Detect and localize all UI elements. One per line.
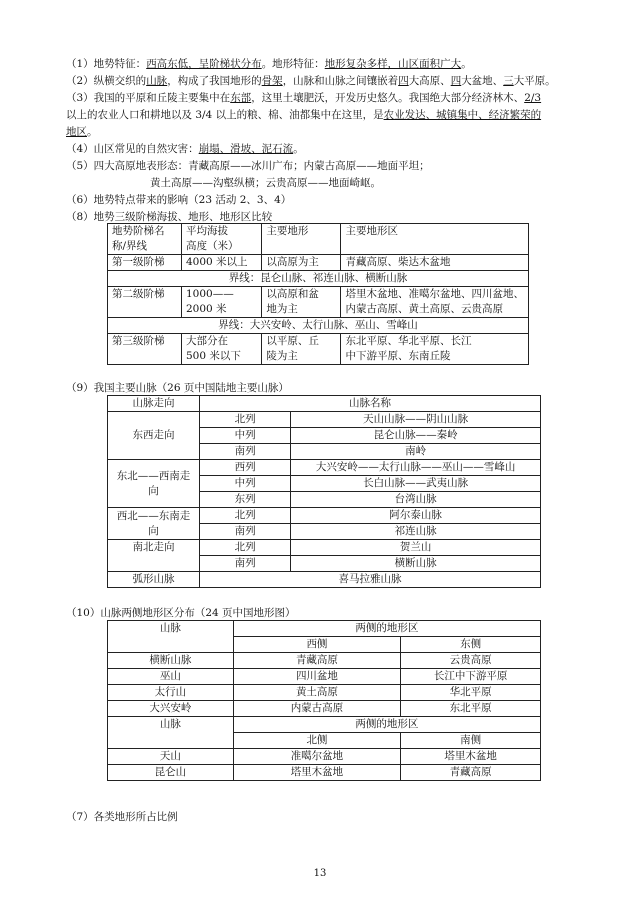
- item-1-mid: 。地形特征：: [261, 58, 325, 70]
- table-row: [108, 717, 541, 733]
- cell-line: 中下游平原、东南丘陵: [345, 350, 451, 362]
- table-cell: 大兴安岭: [108, 701, 234, 717]
- item-8: （8）地势三级阶梯海拔、地形、地形区比较: [66, 211, 273, 223]
- cell-line: 地为主: [266, 303, 298, 315]
- table-cell: 南岭: [291, 444, 541, 460]
- table-cell: 黄土高原: [233, 685, 401, 701]
- item-2-mid3: 大高原、: [408, 75, 451, 87]
- table-row: [108, 669, 541, 685]
- cell-line: 东北平原、华北平原、长江: [345, 335, 472, 347]
- table-cell: 青藏高原、柴达木盆地: [341, 255, 529, 271]
- table-row: [108, 508, 541, 524]
- header-altitude: 平均海拔: [185, 225, 228, 237]
- item-3-line-2: [66, 108, 541, 122]
- item-1-underline-2: 地形复杂多样，山区面积广大: [324, 58, 462, 70]
- table-cell: 巫山: [108, 669, 234, 685]
- table-row: [108, 412, 541, 428]
- table-row: [108, 540, 541, 556]
- boundary-cell: 界线：昆仑山脉、祁连山脉、横断山脉: [108, 271, 529, 287]
- item-1-end: 。: [461, 58, 472, 70]
- table-header-cell: 西侧: [233, 637, 401, 653]
- table-cell: 中列: [199, 476, 290, 492]
- table-cell: 云贵高原: [401, 653, 541, 669]
- table-header-cell: [181, 224, 261, 255]
- table-cell: 北列: [199, 540, 290, 556]
- item-3-line2a: 以上的农业人口和耕地以及 3/4 以上的粮、棉、油都集中在这里，是: [66, 109, 384, 121]
- item-6: （6）地势特点带来的影响（23 活动 2、3、4）: [66, 194, 292, 206]
- table-row: [108, 621, 541, 637]
- cell-line: 东北——西南走: [116, 469, 191, 482]
- boundary-cell: 界线：大兴安岭、太行山脉、巫山、雪峰山: [108, 318, 529, 334]
- item-3-end: 。: [87, 126, 98, 138]
- table-cell: 第三级阶梯: [108, 334, 182, 365]
- cell-line: 向: [148, 524, 159, 537]
- cell-line: 向: [148, 484, 159, 497]
- item-5-line-2: 黄土高原——沟壑纵横；云贵高原——地面崎岖。: [150, 177, 381, 189]
- item-10: （10）山脉两侧地形区分布（24 页中国地形图）: [66, 607, 296, 619]
- cell-line: 以平原、丘: [266, 335, 319, 347]
- item-5-line-1: （5）四大高原地表形态：青藏高原——冰川广布；内蒙古高原——地面平坦；: [66, 160, 430, 172]
- table-cell: 长白山脉——武夷山脉: [291, 476, 541, 492]
- table-cell: 喜马拉雅山脉: [199, 572, 540, 588]
- item-2-mid2: ，山脉和山脉之间镶嵌着: [282, 75, 399, 87]
- table-cell: 西列: [199, 460, 290, 476]
- item-2-pre: （2）纵横交织的: [66, 75, 147, 87]
- item-4-pre: （4）山区常见的自然灾害：: [66, 143, 199, 155]
- table-cell: 四川盆地: [233, 669, 401, 685]
- table-cell: 横断山脉: [291, 556, 541, 572]
- table-cell: 青藏高原: [401, 765, 541, 781]
- table-cell: 长江中下游平原: [401, 669, 541, 685]
- table-header-cell: 南侧: [401, 733, 541, 749]
- table-header-cell: [108, 224, 182, 255]
- item-7: （7）各类地形所占比例: [66, 811, 178, 823]
- table-cell: 东列: [199, 492, 290, 508]
- table-cell: 横断山脉: [108, 653, 234, 669]
- item-2-u3: 四: [398, 75, 409, 87]
- cell-line: 以高原和盆: [266, 288, 319, 300]
- table-cell: 华北平原: [401, 685, 541, 701]
- table-cell: 第二级阶梯: [108, 287, 182, 318]
- table-row: [108, 701, 541, 717]
- table-row: [108, 653, 541, 669]
- item-1: [66, 57, 472, 71]
- item-2-u2: 骨架: [261, 75, 283, 87]
- table-header-cell: 山脉: [108, 621, 234, 653]
- item-3-mid1: ，这里土壤肥沃，开发历史悠久。我国绝大部分经济林木、: [251, 92, 525, 104]
- table-header-cell: 两侧的地形区: [233, 621, 540, 637]
- cell-line: 2000 米: [185, 303, 227, 315]
- item-9: （9）我国主要山脉（26 页中国陆地主要山脉）: [66, 382, 289, 394]
- item-2-u4: 四: [450, 75, 462, 87]
- table-cell: 东西走向: [108, 412, 200, 460]
- table-cell: [341, 334, 529, 365]
- cell-line: 西北——东南走: [116, 509, 191, 522]
- ladder-table: [107, 223, 529, 365]
- item-3-line3u: 地区: [66, 126, 87, 138]
- table-row: [108, 765, 541, 781]
- table-cell: 第一级阶梯: [108, 255, 182, 271]
- item-4-u1: 崩塌、滑坡、泥石流: [198, 143, 294, 155]
- mountain-table: [107, 395, 541, 588]
- range-sides-table: [107, 620, 541, 781]
- table-cell: [108, 508, 200, 540]
- item-2-mid1: ，构成了我国地形的: [167, 75, 262, 87]
- item-2-u1: 山脉: [146, 75, 168, 87]
- table-cell: [262, 287, 341, 318]
- cell-line: 内蒙古高原、黄土高原、云贵高原: [345, 303, 503, 315]
- table-cell: 南列: [199, 444, 290, 460]
- item-3-line-1: [66, 91, 541, 105]
- header-stage-2: 称/界线: [112, 240, 148, 252]
- table-cell: 塔里木盆地: [233, 765, 401, 781]
- table-cell: 内蒙古高原: [233, 701, 401, 717]
- table-header-cell: 山脉走向: [108, 396, 200, 412]
- table-cell: 东北平原: [401, 701, 541, 717]
- cell-line: 大部分在: [185, 335, 228, 347]
- table-cell: 天山: [108, 749, 234, 765]
- table-cell: 大兴安岭——太行山脉——巫山——雪峰山: [291, 460, 541, 476]
- table-row: [108, 334, 529, 365]
- table-row: [108, 318, 529, 334]
- table-row: [108, 271, 529, 287]
- item-2-u5: 三: [503, 75, 514, 87]
- item-3-u3: 农业发达、城镇集中、经济繁荣的: [383, 109, 542, 121]
- table-cell: 准噶尔盆地: [233, 749, 401, 765]
- table-cell: 塔里木盆地: [401, 749, 541, 765]
- cell-line: 500 米以下: [185, 350, 241, 362]
- item-1-pre: （1）地势特征：: [66, 58, 147, 70]
- item-3-pre: （3）我国的平原和丘陵主要集中在: [66, 92, 231, 104]
- table-cell: 以高原为主: [262, 255, 341, 271]
- table-cell: [181, 334, 261, 365]
- table-cell: [181, 287, 261, 318]
- table-row: [108, 287, 529, 318]
- item-4-end: 。: [293, 143, 304, 155]
- table-header-cell: 主要地形区: [341, 224, 529, 255]
- table-cell: 贺兰山: [291, 540, 541, 556]
- table-header-cell: 主要地形: [262, 224, 341, 255]
- page-number: 13: [313, 868, 327, 879]
- table-row: [108, 224, 529, 255]
- table-cell: 天山山脉——阴山山脉: [291, 412, 541, 428]
- table-cell: 昆仑山: [108, 765, 234, 781]
- table-row: [108, 255, 529, 271]
- table-cell: 北列: [199, 412, 290, 428]
- table-cell: 太行山: [108, 685, 234, 701]
- cell-line: 1000——: [185, 288, 234, 300]
- table-header-cell: 东侧: [401, 637, 541, 653]
- header-stage: 地势阶梯名: [112, 225, 165, 237]
- table-cell: 阿尔泰山脉: [291, 508, 541, 524]
- table-cell: 昆仑山脉——秦岭: [291, 428, 541, 444]
- table-cell: 南列: [199, 524, 290, 540]
- cell-line: 陵为主: [266, 350, 298, 362]
- table-row: [108, 572, 541, 588]
- table-cell: [341, 287, 529, 318]
- table-row: [108, 460, 541, 476]
- item-2: [66, 74, 556, 88]
- table-cell: 青藏高原: [233, 653, 401, 669]
- item-3-line-3: [66, 125, 98, 139]
- header-altitude-2: 高度（米）: [185, 240, 239, 252]
- table-cell: 弧形山脉: [108, 572, 200, 588]
- table-cell: 中列: [199, 428, 290, 444]
- table-cell: [262, 334, 341, 365]
- table-cell: 南北走向: [108, 540, 200, 572]
- table-header-cell: 北侧: [233, 733, 401, 749]
- table-row: [108, 685, 541, 701]
- item-1-underline-1: 西高东低，呈阶梯状分布: [146, 58, 262, 70]
- table-row: [108, 396, 541, 412]
- table-cell: 南列: [199, 556, 290, 572]
- table-cell: [108, 460, 200, 508]
- table-cell: 北列: [199, 508, 290, 524]
- item-3-u1: 东部: [230, 92, 252, 104]
- item-2-end: 大平原。: [513, 75, 556, 87]
- item-4: [66, 142, 304, 156]
- table-row: [108, 749, 541, 765]
- item-3-u2: 2/3: [524, 92, 542, 104]
- item-2-mid4: 大盆地、: [461, 75, 504, 87]
- table-header-cell: 山脉名称: [199, 396, 540, 412]
- cell-line: 塔里木盆地、准噶尔盆地、四川盆地、: [345, 288, 524, 300]
- table-cell: 台湾山脉: [291, 492, 541, 508]
- table-cell: 祁连山脉: [291, 524, 541, 540]
- table-header-cell: 山脉: [108, 717, 234, 749]
- table-header-cell: 两侧的地形区: [233, 717, 540, 733]
- table-cell: 4000 米以上: [181, 255, 261, 271]
